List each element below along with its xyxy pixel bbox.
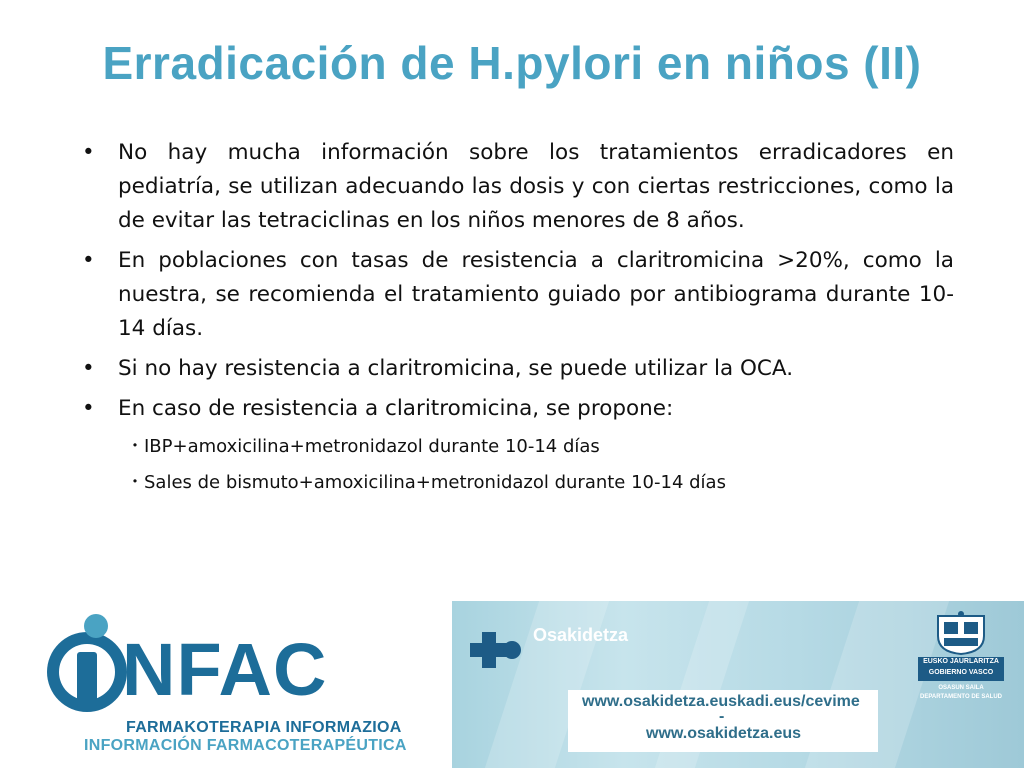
gobierno-vasco-emblem-icon (932, 610, 990, 656)
bullet-text: No hay mucha información sobre los tratamientos erradicadores en pediatría, se utilizan adecuando las dosis y con ciertas restricciones, como la de evitar las tetraciclinas en los niños menores de 8 años. (118, 140, 954, 233)
bullet-text: En caso de resistencia a claritromicina, se propone: (118, 396, 674, 421)
sub-bullet-text: IBP+amoxicilina+metronidazol durante 10-14 días (144, 436, 600, 457)
gobierno-vasco-line2: GOBIERNO VASCO (928, 669, 994, 676)
bullet-text: En poblaciones con tasas de resistencia a claritromicina >20%, como la nuestra, se recomienda el tratamiento guiado por antibiograma durante 10-14 días. (118, 248, 954, 341)
slide-title: Erradicación de H.pylori en niños (II) (102, 37, 922, 89)
infac-subtitle-euskara: FARMAKOTERAPIA INFORMAZIOA (126, 719, 402, 736)
osakidetza-cross-icon (468, 628, 524, 672)
gobierno-vasco-line4: DEPARTAMENTO DE SALUD (919, 694, 1002, 700)
infac-logo-word: NFAC (122, 628, 328, 711)
gobierno-vasco-line1: EUSKO JAURLARITZA (923, 658, 999, 665)
cevime-link[interactable]: www.osakidetza.euskadi.eus/cevime (582, 693, 860, 710)
infac-i-icon (44, 612, 130, 722)
bullet-icon: • (82, 140, 95, 165)
bullet-item (82, 136, 954, 238)
gobierno-vasco-line3: OSASUN SAILA (938, 685, 984, 691)
infac-subtitle-castellano: INFORMACIÓN FARMACOTERAPÉUTICA (84, 737, 407, 754)
sub-bullet-icon: ・ (126, 472, 144, 493)
bullet-icon: • (82, 248, 95, 273)
bullet-icon: • (82, 356, 95, 381)
bullet-icon: • (82, 396, 95, 421)
sub-bullet-item (82, 432, 954, 462)
bullet-item (82, 352, 954, 386)
bullet-item (82, 244, 954, 346)
bullet-text: Si no hay resistencia a claritromicina, se puede utilizar la OCA. (118, 356, 794, 381)
bullet-item (82, 392, 954, 426)
osakidetza-link[interactable]: www.osakidetza.eus (646, 725, 802, 742)
url-separator: - (719, 708, 725, 725)
sub-bullet-icon: ・ (126, 436, 144, 457)
sub-bullet-item (82, 468, 954, 498)
slide-body (82, 136, 954, 504)
osakidetza-name: Osakidetza (533, 625, 629, 645)
sub-bullet-text: Sales de bismuto+amoxicilina+metronidazol durante 10-14 días (144, 472, 726, 493)
